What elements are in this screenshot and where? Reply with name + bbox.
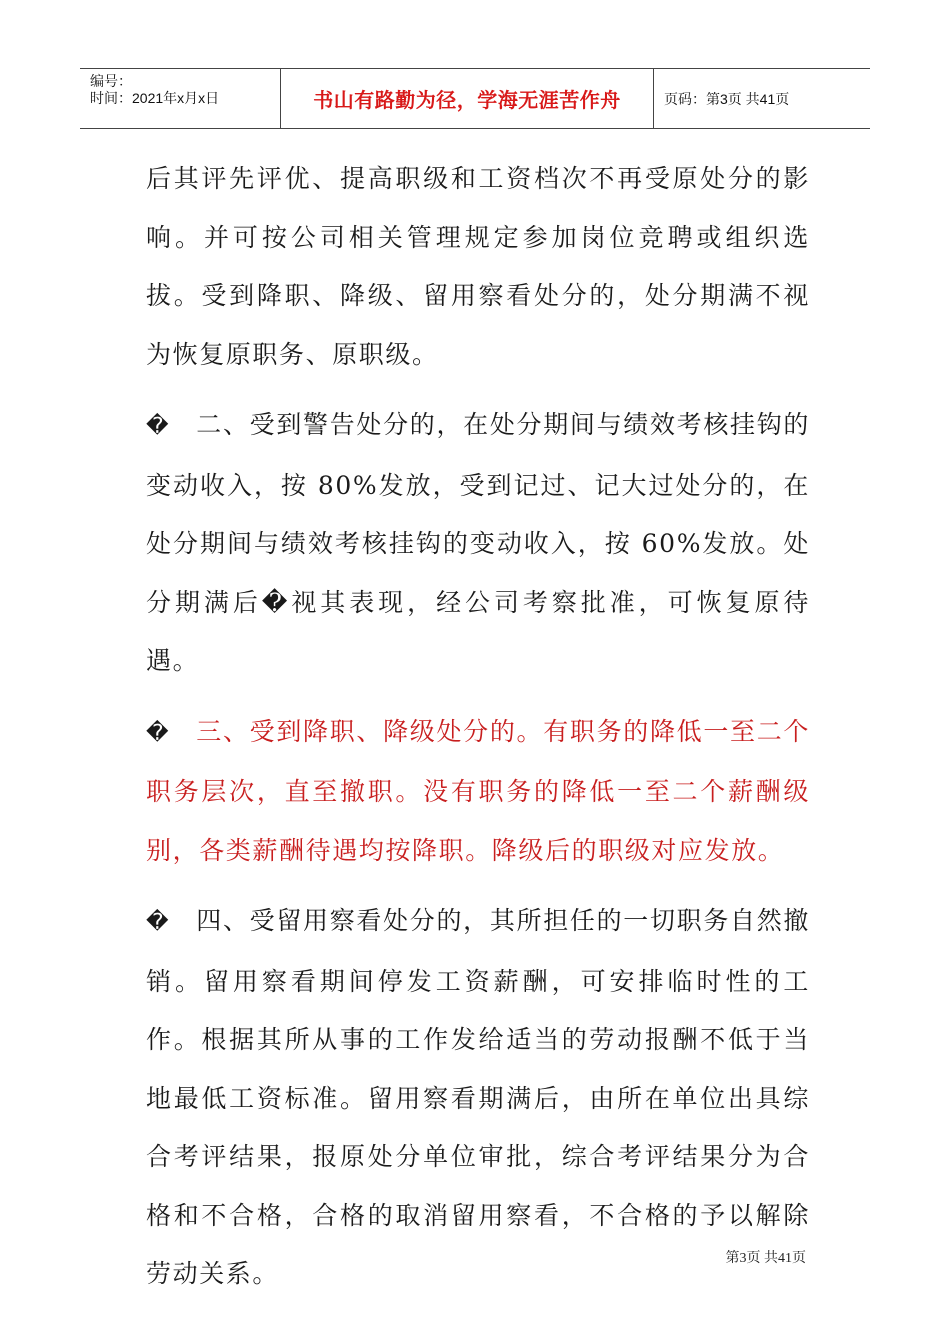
document-header: [80, 68, 870, 129]
footer-page-number: 第3页 共41页: [725, 1251, 806, 1266]
paragraph-3-text: 三、受到降职、降级处分的。有职务的降低一至二个职务层次，直至撤职。没有职务的降低一至二个薪酬级别，各类薪酬待遇均按降职。降级后的职级对应发放。: [146, 716, 810, 865]
paragraph-1-text: 后其评先评优、提高职级和工资档次不再受原处分的影响。并可按公司相关管理规定参加岗位竞聘或组织选拔。受到降职、降级、留用察看处分的，处分期满不视为恢复原职务、原职级。: [146, 164, 810, 369]
header-page-label: 页码：第3页 共41页: [664, 90, 790, 107]
header-meta: [80, 69, 281, 128]
time-label: 时间：2021年x月x日: [90, 90, 220, 106]
paragraph-2: [146, 396, 810, 691]
paragraph-4: [146, 892, 810, 1304]
header-motto: 书山有路勤为径，学海无涯苦作舟: [281, 69, 654, 128]
paragraph-3-highlighted: [146, 703, 810, 881]
number-label: 编号：: [90, 73, 132, 89]
bullet-glyph-icon: �: [146, 720, 171, 746]
paragraph-1: [146, 150, 810, 384]
bullet-glyph-icon: �: [146, 910, 171, 935]
bullet-glyph-icon: �: [146, 414, 171, 439]
document-body: [146, 150, 810, 1304]
paragraph-2-text: 二、受到警告处分的，在处分期间与绩效考核挂钩的变动收入，按 80%发放，受到记过、记大过处分的，在处分期间与绩效考核挂钩的变动收入，按 60%发放。处分期满后�视其表现，经公司考察批准，可恢复原待遇。: [146, 410, 810, 675]
paragraph-4-text: 四、受留用察看处分的，其所担任的一切职务自然撤销。留用察看期间停发工资薪酬，可安排临时性的工作。根据其所从事的工作发给适当的劳动报酬不低于当地最低工资标准。留用察看期满后，由所在单位出具综合考评结果，报原处分单位审批，综合考评结果分为合格和不合格，合格的取消留用察看，不合格的予以解除劳动关系。: [146, 906, 810, 1288]
